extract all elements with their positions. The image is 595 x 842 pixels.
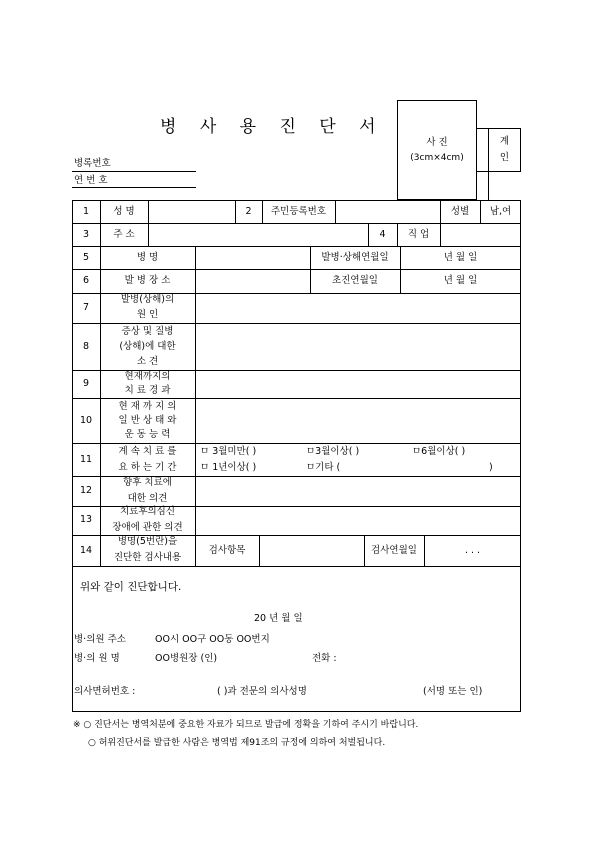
period-option-over-6m[interactable]: ㅁ6월이상( )	[412, 446, 466, 457]
specialist-name-label: ( )과 전문의 의사성명	[217, 686, 307, 697]
row-11-number: 11	[79, 454, 93, 465]
period-option-over-1y[interactable]: ㅁ 1년이상( )	[200, 462, 257, 473]
document-title: 병 사 용 진 단 서	[160, 117, 385, 137]
name-label: 성 명	[113, 206, 135, 217]
treatment-label-line1: 현재까지의	[124, 371, 171, 382]
disease-name-label: 병 명	[136, 252, 159, 263]
occupation-label: 직 업	[407, 229, 430, 240]
name-field[interactable]	[149, 201, 234, 222]
signature-label: (서명 또는 인)	[423, 686, 483, 697]
stamp-label-1: 계	[499, 136, 510, 147]
future-treatment-field[interactable]	[196, 477, 520, 505]
row-8-number: 8	[82, 341, 90, 352]
occupation-field[interactable]	[441, 224, 520, 245]
hospital-address: OO시 OO구 OO동 OO번지	[155, 634, 270, 645]
certification-statement: 위와 같이 진단합니다.	[80, 581, 182, 593]
condition-label-line3: 운 동 능 력	[124, 429, 171, 440]
license-number-label: 의사면허번호 :	[74, 686, 136, 697]
disease-name-field[interactable]	[196, 247, 309, 268]
onset-date-field[interactable]: 년 월 일	[443, 252, 478, 263]
resident-number-label: 주민등록번호	[270, 206, 327, 217]
row-4-number: 4	[379, 229, 386, 240]
cause-label-line1: 발병(상해)의	[120, 294, 175, 305]
cause-field[interactable]	[196, 294, 520, 322]
future-treatment-label-line1: 향후 치료에	[123, 477, 172, 488]
exam-label-line1: 병명(5번란)을	[117, 536, 178, 547]
row-10-number: 10	[79, 415, 93, 426]
condition-label-line1: 현 재 까 지 의	[118, 401, 177, 412]
disability-label-line2: 장애에 관한 의견	[112, 522, 183, 533]
period-label-line1: 계 속 치 료 를	[118, 446, 177, 457]
row-7-number: 7	[82, 302, 90, 313]
row-9-number: 9	[82, 378, 90, 389]
address-field[interactable]	[149, 224, 367, 245]
sex-label: 성별	[450, 206, 470, 217]
period-option-under-3m[interactable]: ㅁ 3월미만( )	[200, 446, 257, 457]
photo-size-label: (3cm×4cm)	[410, 153, 464, 163]
symptom-label-line2: (상해)에 대한	[119, 341, 176, 352]
onset-date-label: 발병·상해연월일	[321, 252, 389, 263]
row-5-number: 5	[82, 252, 90, 263]
hospital-name-label: 병·의 원 명	[74, 653, 120, 664]
treatment-field[interactable]	[196, 371, 520, 397]
photo-box[interactable]	[397, 100, 477, 200]
disability-label-line1: 치료후의심신	[119, 506, 176, 517]
disability-field[interactable]	[196, 507, 520, 534]
serial-number-label: 연 번 호	[74, 175, 108, 186]
first-visit-date-field[interactable]: 년 월 일	[443, 275, 478, 286]
certification-date[interactable]: 20 년 월 일	[254, 613, 303, 624]
period-option-other[interactable]: ㅁ기타 (	[306, 462, 341, 473]
symptom-label-line1: 증상 및 질병	[121, 326, 174, 337]
row-2-number: 2	[245, 206, 252, 217]
address-label: 주 소	[113, 229, 135, 240]
period-label-line2: 요 하 는 기 간	[118, 462, 177, 473]
condition-label-line2: 일 반 상 태 와	[118, 415, 177, 426]
cause-label-line2: 원 인	[136, 309, 159, 320]
row-6-number: 6	[82, 275, 90, 286]
first-visit-label: 초진연월일	[332, 275, 378, 286]
symptom-field[interactable]	[196, 324, 520, 369]
serial-number-line[interactable]	[72, 187, 196, 188]
exam-date-label: 검사연월일	[371, 545, 417, 556]
sex-value[interactable]: 남,여	[489, 206, 512, 217]
exam-item-label: 검사항목	[208, 545, 246, 556]
period-option-other-close: )	[489, 462, 493, 473]
row-14-number: 14	[79, 545, 93, 556]
exam-item-field[interactable]	[260, 536, 363, 565]
phone-label: 전화 :	[312, 653, 337, 664]
future-treatment-label-line2: 대한 의견	[127, 493, 168, 504]
row-3-number: 3	[82, 229, 90, 240]
exam-date-field[interactable]: . . .	[464, 545, 481, 556]
stamp-box[interactable]	[476, 128, 521, 172]
photo-label: 사 진	[426, 137, 448, 148]
onset-place-label: 발 병 장 소	[124, 275, 171, 286]
hospital-address-label: 병·의원 주소	[74, 634, 126, 645]
resident-number-field[interactable]	[336, 201, 439, 222]
row-12-number: 12	[79, 485, 93, 496]
row-1-number: 1	[82, 206, 90, 217]
condition-field[interactable]	[196, 399, 520, 442]
period-option-over-3m[interactable]: ㅁ3월이상( )	[306, 446, 360, 457]
hospital-name: OO병원장 (인)	[155, 653, 218, 664]
exam-label-line2: 진단한 검사내용	[113, 552, 182, 563]
onset-place-field[interactable]	[196, 270, 309, 292]
note-accuracy: ※ ○ 진단서는 병역처분에 중요한 자료가 되므로 발급에 정확을 기하여 주시기 바랍니다.	[73, 720, 419, 730]
registration-number-line[interactable]	[72, 171, 196, 172]
treatment-label-line2: 치 료 경 과	[124, 385, 171, 396]
note-penalty: ○ 허위진단서를 발급한 사람은 병역법 제91조의 규정에 의하여 처벌됩니다.	[88, 738, 386, 748]
symptom-label-line3: 소 견	[136, 356, 159, 367]
row-13-number: 13	[79, 514, 93, 525]
registration-number-label: 병록번호	[74, 158, 111, 169]
stamp-label-2: 인	[499, 152, 510, 163]
